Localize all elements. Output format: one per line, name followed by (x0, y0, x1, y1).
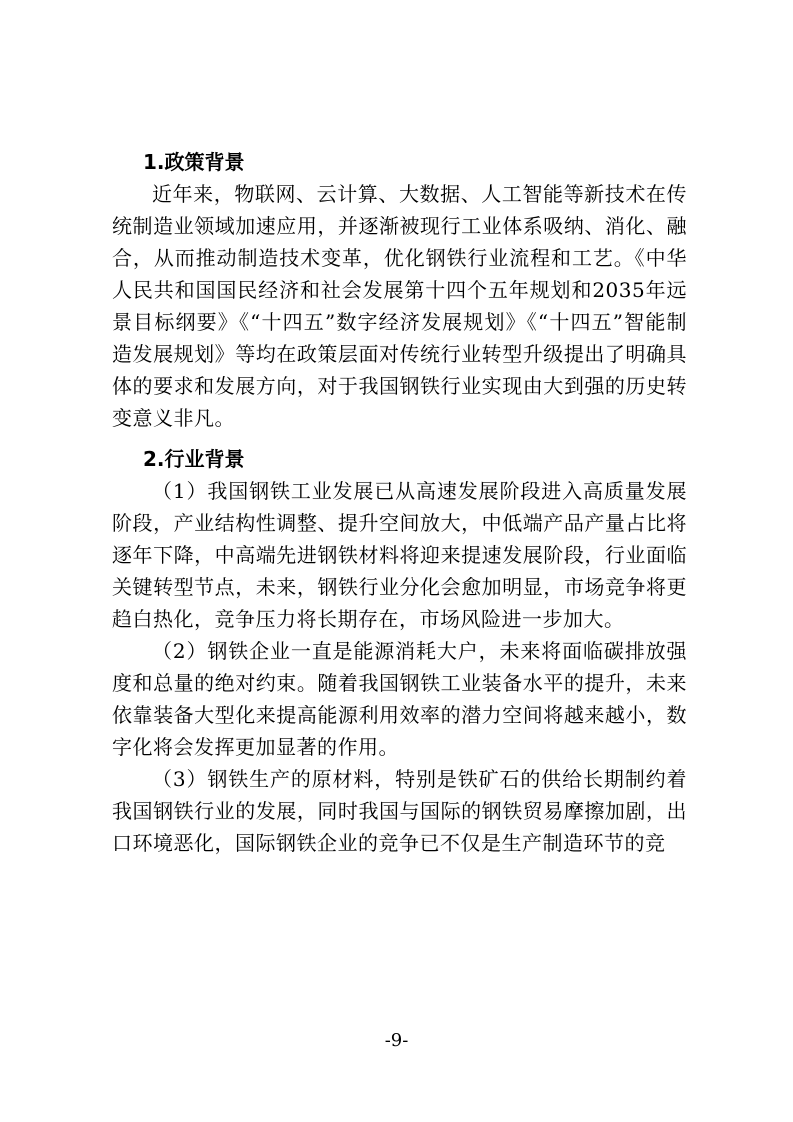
paragraph-industry-3: （3）钢铁生产的原材料，特别是铁矿石的供给长期制约着我国钢铁行业的发展，同时我国与国际的钢铁贸易摩擦加剧，出口环境恶化，国际钢铁企业的竞争已不仅是生产制造环节的竞 (112, 767, 687, 855)
section-heading-policy-background: 1.政策背景 (143, 150, 245, 174)
page-number: -9- (384, 1030, 409, 1051)
document-body (112, 146, 687, 859)
paragraph-policy-1: 近年来，物联网、云计算、大数据、人工智能等新技术在传统制造业领域加速应用，并逐渐被现行工业体系吸纳、消化、融合，从而推动制造技术变革，优化钢铁行业流程和工艺。《中华人民共和国国民经济和社会发展第十四个五年规划和2035年远景目标纲要》《“十四五”数字经济发展规划》《“十四五”智能制造发展规划》等均在政策层面对传统行业转型升级提出了明确具体的要求和发展方向，对于我国钢铁行业实现由大到强的历史转变意义非凡。 (112, 182, 687, 430)
paragraph-industry-2: （2）钢铁企业一直是能源消耗大户，未来将面临碳排放强度和总量的绝对约束。随着我国钢铁工业装备水平的提升，未来依靠装备大型化来提高能源利用效率的潜力空间将越来越小，数字化将会发挥更加显著的作用。 (112, 639, 687, 759)
section-gap (112, 434, 687, 443)
paragraph-industry-1: （1）我国钢铁工业发展已从高速发展阶段进入高质量发展阶段，产业结构性调整、提升空间放大，中低端产品产量占比将逐年下降，中高端先进钢铁材料将迎来提速发展阶段，行业面临关键转型节点，未来，钢铁行业分化会愈加明显，市场竞争将更趋白热化，竞争压力将长期存在，市场风险进一步加大。 (112, 479, 687, 631)
section-heading-industry-background: 2.行业背景 (143, 447, 245, 471)
